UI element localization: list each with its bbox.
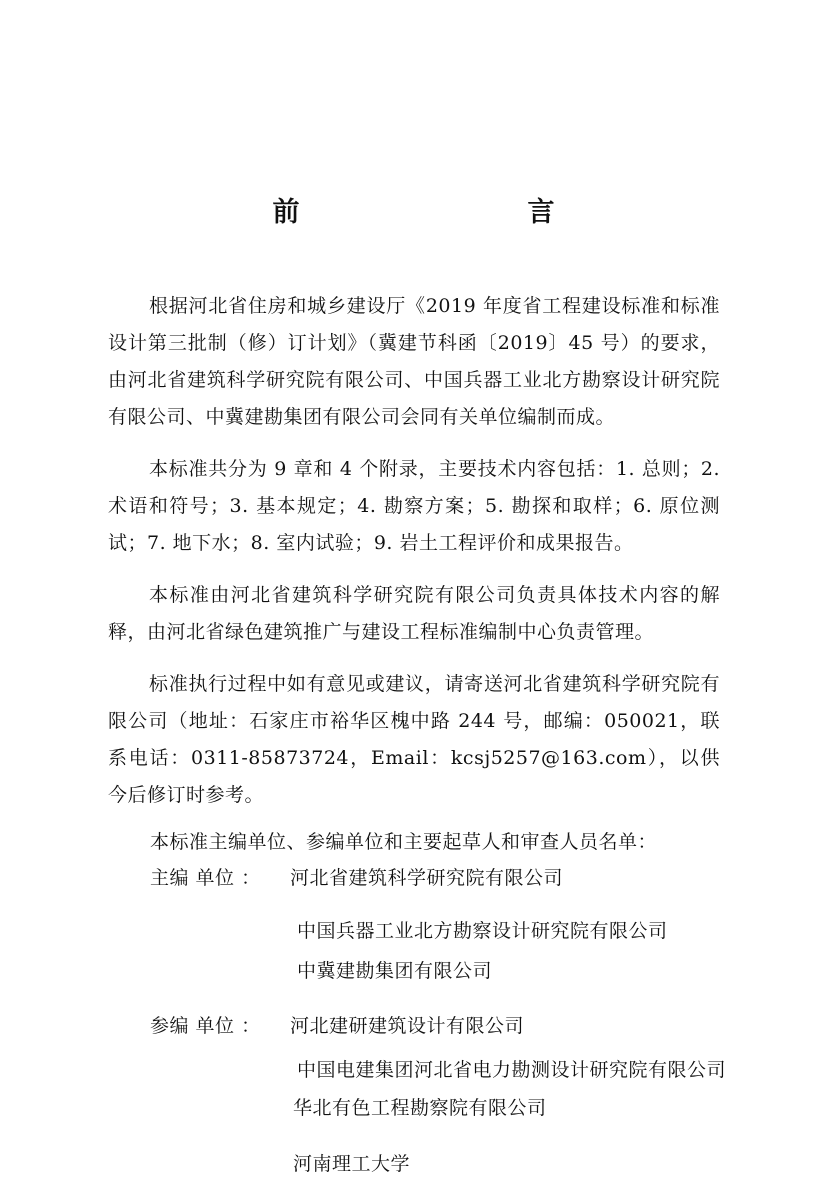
- preface-paragraph-contents: 本标准共分为 9 章和 4 个附录，主要技术内容包括：1. 总则；2. 术语和符号；3. 基本规定；4. 勘察方案；5. 勘探和取样；6. 原位测试；7. 地下水；8. 室内试验；9. 岩土工程评价和成果报告。: [108, 458, 720, 554]
- participating-unit: 中国电建集团河北省电力勘测设计研究院有限公司: [297, 1059, 727, 1081]
- preface-paragraph-basis: 根据河北省住房和城乡建设厅《2019 年度省工程建设标准和标准设计第三批制（修）订计划》（冀建节科函〔2019〕45 号）的要求，由河北省建筑科学研究院有限公司、中国兵器工业北方勘察设计研究院有限公司、中冀建勘集团有限公司会同有关单位编制而成。: [108, 295, 720, 428]
- page-title: 前 言: [272, 197, 613, 228]
- chief-unit: 中国兵器工业北方勘察设计研究院有限公司: [297, 920, 668, 942]
- participating-unit: 河南理工大学: [293, 1153, 411, 1175]
- chief-units-label: 主编 单位 ：: [150, 867, 261, 889]
- preface-paragraph-responsibility: 本标准由河北省建筑科学研究院有限公司负责具体技术内容的解释，由河北省绿色建筑推广与建设工程标准编制中心负责管理。: [108, 584, 720, 643]
- preface-paragraph-feedback: 标准执行过程中如有意见或建议，请寄送河北省建筑科学研究院有限公司（地址：石家庄市裕华区槐中路 244 号，邮编：050021，联系电话：0311-85873724，Email：kcsj5257@163.com），以供今后修订时参考。: [108, 673, 720, 806]
- chief-unit: 中冀建勘集团有限公司: [297, 960, 493, 982]
- participating-units-label: 参编 单位 ：: [150, 1015, 261, 1037]
- units-intro: 本标准主编单位、参编单位和主要起草人和审查人员名单：: [150, 831, 658, 853]
- participating-unit: 河北建研建筑设计有限公司: [290, 1015, 525, 1037]
- participating-unit: 华北有色工程勘察院有限公司: [293, 1097, 547, 1119]
- chief-unit: 河北省建筑科学研究院有限公司: [290, 867, 564, 889]
